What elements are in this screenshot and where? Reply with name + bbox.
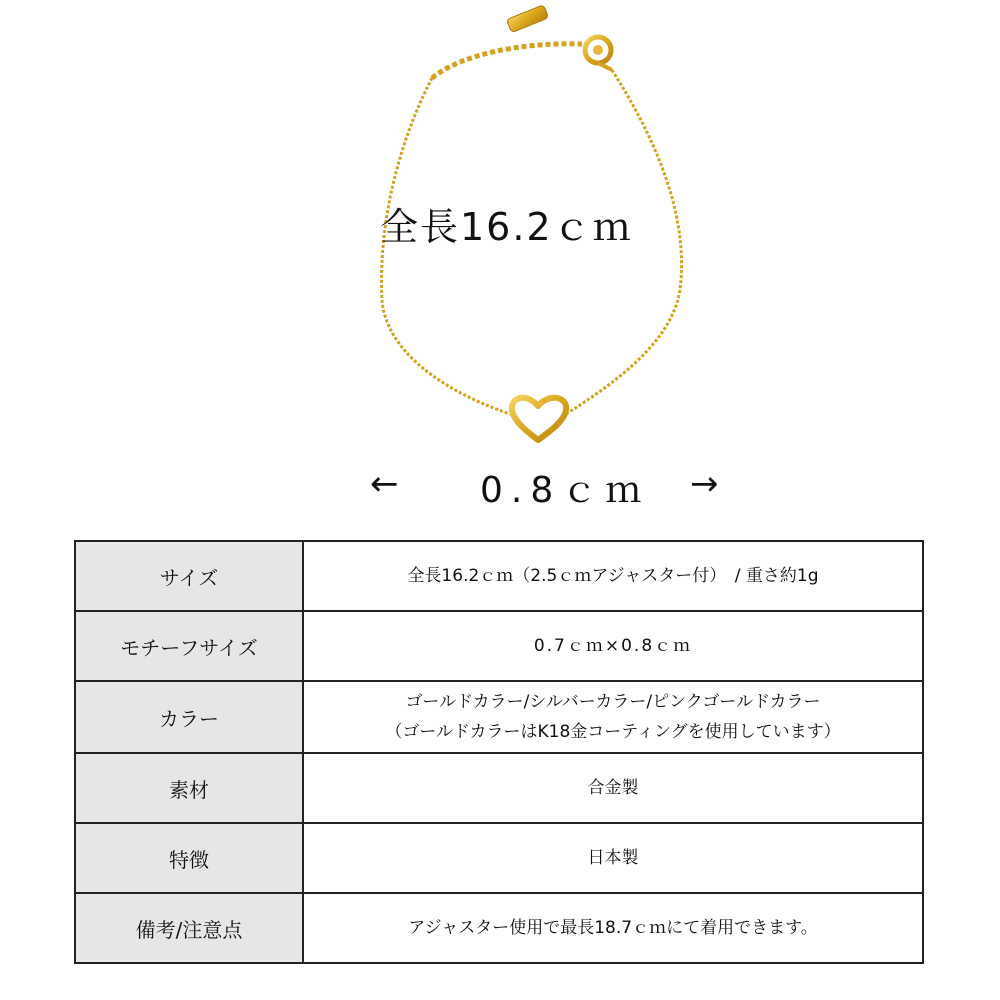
spec-key: 特徴 xyxy=(75,823,303,893)
motif-width-indicator xyxy=(360,462,740,512)
table-row xyxy=(75,823,923,893)
spec-value xyxy=(303,681,923,753)
spec-key: サイズ xyxy=(75,541,303,611)
spec-value: 全長16.2ｃｍ（2.5ｃｍアジャスター付） / 重さ約1g xyxy=(303,541,923,611)
spec-key: 備考/注意点 xyxy=(75,893,303,963)
spec-key: モチーフサイズ xyxy=(75,611,303,681)
table-row xyxy=(75,611,923,681)
arrow-left-icon: ← xyxy=(370,464,399,504)
spec-value: アジャスター使用で最長18.7ｃｍにて着用できます。 xyxy=(303,893,923,963)
spec-table xyxy=(74,540,924,964)
spec-value: 0.7ｃｍ×0.8ｃｍ xyxy=(303,611,923,681)
motif-width-label: 0.8ｃｍ xyxy=(480,470,650,511)
table-row xyxy=(75,541,923,611)
spec-key: カラー xyxy=(75,681,303,753)
brand-tag xyxy=(506,5,548,33)
table-row xyxy=(75,893,923,963)
total-length-label: 全長16.2ｃｍ xyxy=(380,205,633,249)
spec-value-line: （ゴールドカラーはK18金コーティングを使用しています） xyxy=(385,722,841,742)
table-row xyxy=(75,753,923,823)
table-row xyxy=(75,681,923,753)
spec-value: 合金製 xyxy=(303,753,923,823)
spec-key: 素材 xyxy=(75,753,303,823)
heart-motif xyxy=(512,398,566,440)
arrow-right-icon: → xyxy=(690,464,719,504)
spec-value-line: ゴールドカラー/シルバーカラー/ピンクゴールドカラー xyxy=(405,692,821,712)
spec-value: 日本製 xyxy=(303,823,923,893)
extender-chain xyxy=(432,44,582,78)
